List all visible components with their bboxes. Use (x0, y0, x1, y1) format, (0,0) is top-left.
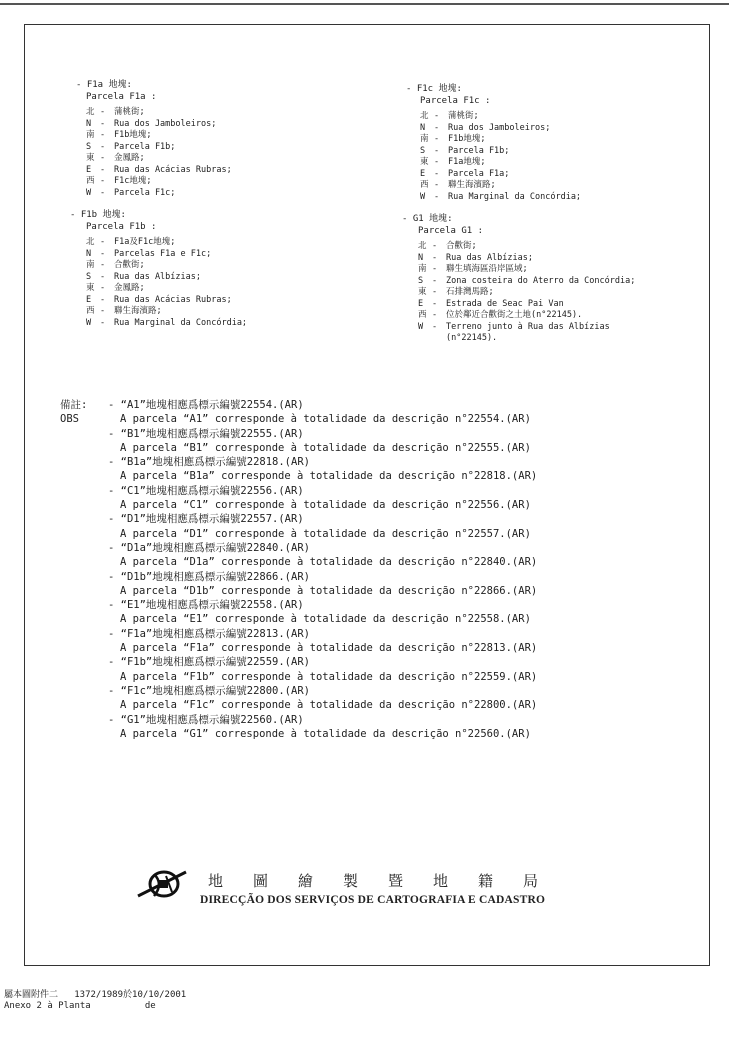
boundary-row (86, 188, 232, 200)
note-line-cn: - “D1”地塊相應爲標示編號22557.(AR) (108, 513, 304, 526)
boundary-value: 聯生海濱路; (448, 180, 496, 190)
parcel-g1-block (402, 214, 635, 345)
boundary-row (420, 123, 581, 135)
boundary-direction: W (86, 187, 92, 198)
note-line-pt: A parcela “A1” corresponde à totalidade da descrição n°22554.(AR) (120, 413, 531, 426)
boundary-dash: - (432, 321, 438, 332)
note-line-cn: - “E1”地塊相應爲標示編號22558.(AR) (108, 599, 304, 612)
boundary-direction: S (86, 141, 92, 152)
boundary-value: Rua das Albízias; (446, 252, 533, 263)
note-line-cn: - “B1”地塊相應爲標示編號22555.(AR) (108, 427, 304, 440)
boundary-dash: - (100, 118, 106, 129)
boundary-value: 金鳳路; (114, 283, 145, 293)
boundary-row (418, 253, 635, 265)
boundary-row (418, 299, 635, 311)
scan-top-edge (0, 3, 729, 5)
boundary-dash: - (434, 168, 440, 179)
boundary-row (420, 180, 581, 192)
note-line-cn: - “D1a”地塊相應爲標示編號22840.(AR) (108, 541, 310, 554)
boundary-direction: E (418, 298, 424, 309)
note-line-pt: A parcela “E1” corresponde à totalidade da descrição n°22558.(AR) (120, 613, 531, 626)
boundary-dash: - (432, 275, 438, 286)
boundary-row (418, 287, 635, 299)
boundary-direction: S (86, 271, 92, 282)
boundary-row (420, 192, 581, 204)
agency-name-cn: 地圖繪製暨地籍局 (208, 872, 569, 890)
boundary-value: Zona costeira do Aterro da Concórdia; (446, 275, 636, 286)
boundary-dash: - (100, 260, 106, 270)
notes-list (60, 398, 537, 741)
boundary-direction: 東 (86, 153, 95, 163)
note-line-pt: A parcela “D1” corresponde à totalidade da descrição n°22557.(AR) (120, 527, 531, 540)
boundary-dash: - (434, 122, 440, 133)
boundary-row (86, 130, 232, 142)
note-line-cn: - “F1a”地塊相應爲標示編號22813.(AR) (108, 627, 310, 640)
boundary-direction: E (420, 168, 426, 179)
boundary-row (86, 283, 247, 295)
boundary-direction: 北 (418, 241, 427, 251)
boundary-value: Rua Marginal da Concórdia; (448, 191, 582, 202)
boundary-direction: 北 (86, 237, 95, 247)
parcel-f1a-title-pt: Parcela F1a : (86, 91, 157, 102)
boundary-row (420, 134, 581, 146)
boundary-value: F1b地塊; (114, 130, 152, 140)
boundary-direction: 南 (420, 134, 429, 144)
boundary-row (418, 310, 635, 322)
note-line-pt: A parcela “D1a” corresponde à totalidade da descrição n°22840.(AR) (120, 556, 538, 569)
boundary-row (86, 142, 232, 154)
note-line-cn: - “F1b”地塊相應爲標示編號22559.(AR) (108, 656, 310, 669)
note-line-pt: A parcela “C1” corresponde à totalidade da descrição n°22556.(AR) (120, 499, 531, 512)
boundary-dash (432, 333, 446, 345)
parcel-f1b-title-pt: Parcela F1b : (86, 221, 157, 232)
boundary-value: 聯生填海區沿岸區域; (446, 264, 528, 274)
boundary-dash: - (100, 317, 106, 328)
notes-section (60, 398, 537, 741)
boundary-row (86, 237, 247, 249)
boundary-dash: - (100, 141, 106, 152)
boundary-dash: - (432, 264, 438, 274)
boundary-row (86, 260, 247, 272)
boundary-value: 聯生海濱路; (114, 306, 162, 316)
boundary-value: Terreno junto à Rua das Albízias (446, 321, 610, 332)
boundary-dash: - (432, 310, 438, 320)
boundary-direction: W (420, 191, 426, 202)
boundary-value: Rua das Acácias Rubras; (114, 164, 232, 175)
boundary-dash: - (100, 294, 106, 305)
footer-line-pt: Anexo 2 à Planta de (4, 1001, 156, 1011)
boundary-dash: - (434, 134, 440, 144)
boundary-value: 蒲桃街; (448, 111, 479, 121)
parcel-f1c-boundaries (406, 111, 581, 203)
boundary-value: F1a地塊; (448, 157, 486, 167)
parcel-f1c-title-cn: - F1c 地塊: (406, 84, 462, 94)
parcel-g1-title-pt: Parcela G1 : (418, 225, 484, 236)
note-line-pt: A parcela “D1b” corresponde à totalidade da descrição n°22866.(AR) (120, 584, 538, 597)
boundary-direction: 南 (86, 260, 95, 270)
boundary-value: 石排灣馬路; (446, 287, 494, 297)
boundary-value: F1c地塊; (114, 176, 152, 186)
boundary-value: Rua das Acácias Rubras; (114, 294, 232, 305)
boundary-dash: - (434, 111, 440, 121)
boundary-direction: S (418, 275, 424, 286)
boundary-direction: 北 (86, 107, 95, 117)
boundary-dash: - (434, 145, 440, 156)
boundary-dash: - (432, 241, 438, 251)
boundary-direction (418, 333, 432, 345)
boundary-direction: N (420, 122, 426, 133)
boundary-dash: - (434, 191, 440, 202)
parcel-g1-title-cn: - G1 地塊: (402, 214, 453, 224)
boundary-direction: N (86, 118, 92, 129)
boundary-dash: - (100, 271, 106, 282)
boundary-dash: - (100, 283, 106, 293)
note-line-cn: - “F1c”地塊相應爲標示編號22800.(AR) (108, 684, 310, 697)
boundary-dash: - (432, 287, 438, 297)
boundary-row (418, 276, 635, 288)
boundary-value: Parcela F1c; (114, 187, 176, 198)
boundary-direction: E (86, 294, 92, 305)
boundary-dash: - (432, 298, 438, 309)
boundary-dash: - (100, 164, 106, 175)
boundary-direction: S (420, 145, 426, 156)
parcel-f1b-block (70, 210, 247, 329)
parcel-f1b-boundaries (70, 237, 247, 329)
boundary-row (418, 333, 635, 345)
boundary-value: 位於鄰近合歡街之土地(n°22145). (446, 310, 583, 320)
boundary-value: Rua dos Jamboleiros; (448, 122, 551, 133)
note-line-cn: - “C1”地塊相應爲標示編號22556.(AR) (108, 484, 304, 497)
boundary-row (86, 295, 247, 307)
boundary-row (86, 306, 247, 318)
boundary-row (86, 165, 232, 177)
boundary-dash: - (100, 187, 106, 198)
boundary-direction: 東 (420, 157, 429, 167)
boundary-row (418, 264, 635, 276)
boundary-dash: - (434, 157, 440, 167)
boundary-direction: 西 (86, 306, 95, 316)
parcel-g1-boundaries (402, 241, 635, 345)
parcel-f1c-block (406, 84, 581, 203)
note-line-cn: - “B1a”地塊相應爲標示編號22818.(AR) (108, 456, 310, 469)
boundary-dash: - (100, 237, 106, 247)
boundary-row (86, 318, 247, 330)
note-line-cn: - “G1”地塊相應爲標示編號22560.(AR) (108, 713, 304, 726)
boundary-row (86, 249, 247, 261)
boundary-value: Rua das Albízias; (114, 271, 201, 282)
boundary-direction: N (418, 252, 424, 263)
boundary-row (86, 153, 232, 165)
boundary-value: 金鳳路; (114, 153, 145, 163)
boundary-dash: - (100, 248, 106, 259)
notes-label-pt: OBS (60, 413, 79, 425)
boundary-value: 蒲桃街; (114, 107, 145, 117)
agency-name-pt: DIRECÇÃO DOS SERVIÇOS DE CARTOGRAFIA E CADASTRO (200, 894, 546, 906)
dscc-logo-icon (136, 866, 188, 902)
boundary-row (420, 169, 581, 181)
boundary-value: F1a及F1c地塊; (114, 237, 176, 247)
boundary-dash: - (100, 176, 106, 186)
boundary-row (418, 322, 635, 334)
boundary-direction: 東 (86, 283, 95, 293)
boundary-direction: 南 (86, 130, 95, 140)
boundary-direction: 西 (86, 176, 95, 186)
boundary-direction: E (86, 164, 92, 175)
boundary-dash: - (434, 180, 440, 190)
boundary-dash: - (100, 107, 106, 117)
note-line-cn: - “A1”地塊相應爲標示編號22554.(AR) (108, 399, 304, 411)
boundary-value: 合歡街; (446, 241, 477, 251)
boundary-dash: - (100, 306, 106, 316)
parcel-f1c-title-pt: Parcela F1c : (420, 95, 491, 106)
boundary-dash: - (100, 130, 106, 140)
note-line-pt: A parcela “B1a” corresponde à totalidade da descrição n°22818.(AR) (120, 470, 538, 483)
boundary-row (86, 107, 232, 119)
boundary-value: F1b地塊; (448, 134, 486, 144)
boundary-row (420, 146, 581, 158)
boundary-direction: 北 (420, 111, 429, 121)
boundary-direction: 東 (418, 287, 427, 297)
boundary-row (418, 241, 635, 253)
parcel-f1a-boundaries (76, 107, 232, 199)
note-line-pt: A parcela “G1” corresponde à totalidade da descrição n°22560.(AR) (120, 727, 531, 740)
boundary-value: (n°22145). (446, 333, 498, 343)
notes-label-cn: 備註: (60, 399, 88, 411)
note-line-pt: A parcela “B1” corresponde à totalidade da descrição n°22555.(AR) (120, 441, 531, 454)
boundary-value: Parcelas F1a e F1c; (114, 248, 212, 259)
boundary-direction: 西 (420, 180, 429, 190)
boundary-value: Parcela F1b; (114, 141, 176, 152)
boundary-direction: W (86, 317, 92, 328)
note-line-cn: - “D1b”地塊相應爲標示編號22866.(AR) (108, 570, 310, 583)
note-line-pt: A parcela “F1c” corresponde à totalidade da descrição n°22800.(AR) (120, 699, 538, 712)
boundary-direction: W (418, 321, 424, 332)
parcel-f1a-title-cn: - F1a 地塊: (76, 80, 132, 90)
boundary-value: Rua dos Jamboleiros; (114, 118, 217, 129)
boundary-value: Parcela F1b; (448, 145, 510, 156)
boundary-direction: 西 (418, 310, 427, 320)
boundary-row (86, 272, 247, 284)
boundary-row (86, 176, 232, 188)
footer-line-cn: 屬本圖附件二 1372/1989於10/10/2001 (4, 990, 187, 1000)
boundary-row (420, 157, 581, 169)
boundary-dash: - (432, 252, 438, 263)
boundary-dash: - (100, 153, 106, 163)
parcel-f1a-block (76, 80, 232, 199)
boundary-row (86, 119, 232, 131)
boundary-direction: 南 (418, 264, 427, 274)
parcel-f1b-title-cn: - F1b 地塊: (70, 210, 126, 220)
note-line-pt: A parcela “F1a” corresponde à totalidade da descrição n°22813.(AR) (120, 642, 538, 655)
boundary-value: Rua Marginal da Concórdia; (114, 317, 248, 328)
footer (4, 990, 186, 1012)
note-line-pt: A parcela “F1b” corresponde à totalidade da descrição n°22559.(AR) (120, 670, 538, 683)
boundary-row (420, 111, 581, 123)
boundary-direction: N (86, 248, 92, 259)
boundary-value: 合歡街; (114, 260, 145, 270)
boundary-value: Estrada de Seac Pai Van (446, 298, 564, 309)
boundary-value: Parcela F1a; (448, 168, 510, 179)
